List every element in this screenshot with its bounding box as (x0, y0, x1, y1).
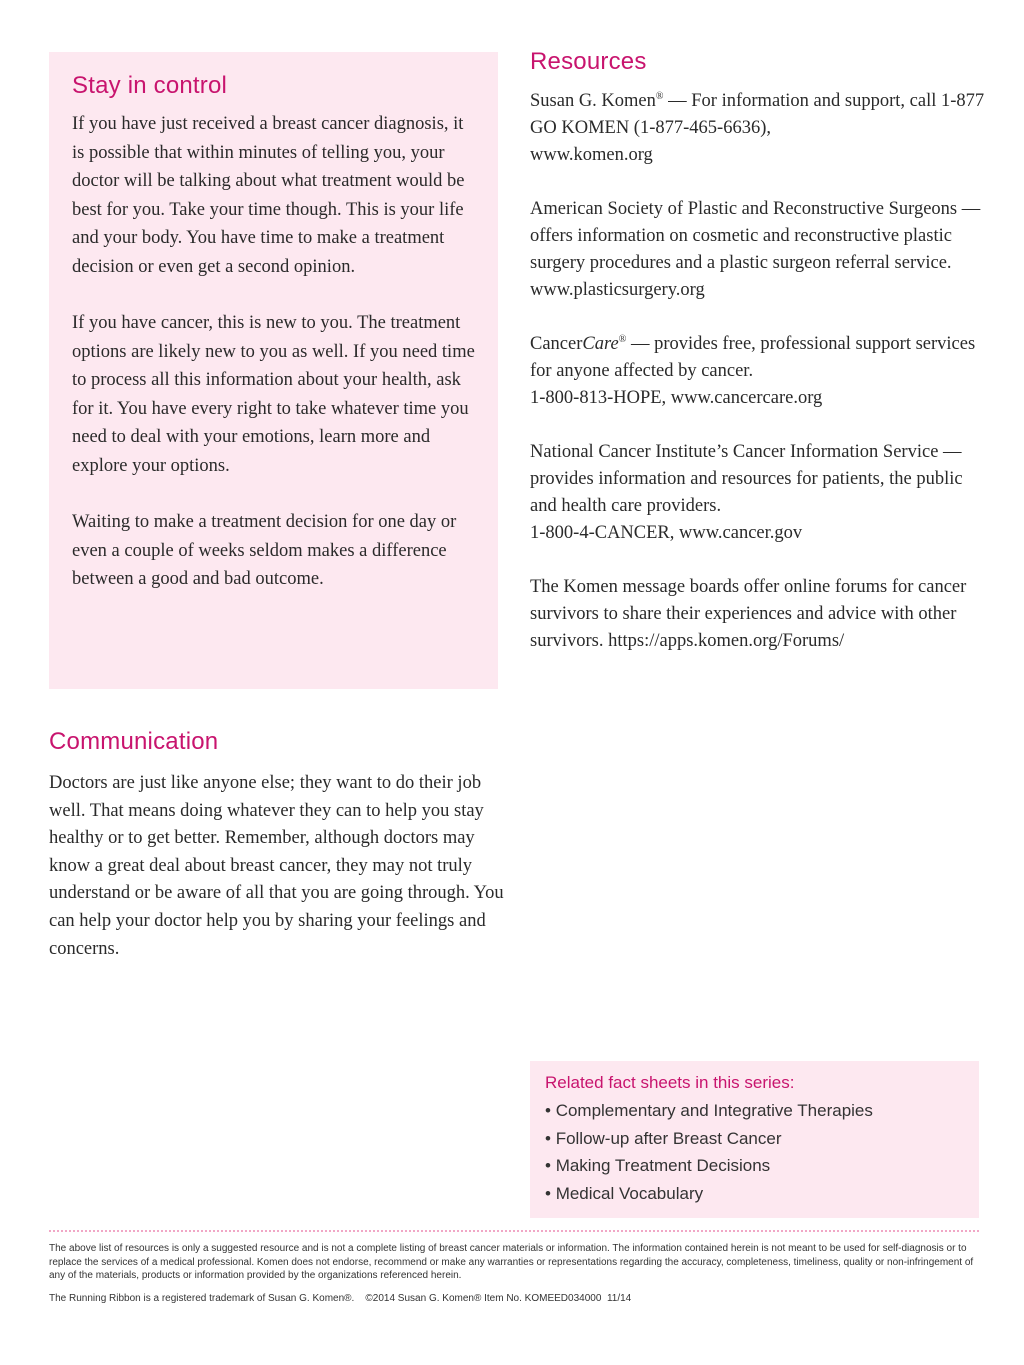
resource-nci-contact[interactable]: 1-800-4-CANCER, www.cancer.gov (530, 523, 803, 543)
related-fact-sheets-list (545, 1097, 964, 1207)
dotted-divider (49, 1230, 979, 1232)
communication-heading: Communication (49, 728, 219, 755)
resource-nci (530, 439, 990, 547)
resource-cancercare-name-italic: Care (582, 334, 619, 354)
resource-asprs (530, 196, 990, 304)
communication-paragraph: Doctors are just like anyone else; they want to do their job well. That means doing whatever they can to help you stay healthy or to get better. Remember, although doctors may know a great deal about breast cancer, they may not truly understand or be aware of all that you are going through. You can help your doctor help you by sharing your feelings and concerns. (49, 773, 504, 959)
footer-disclaimer: The above list of resources is only a suggested resource and is not a complete listing of breast cancer materials or information. The information contained herein is not meant to be used for self-diagnosis or to replace the services of a medical professional. Komen does not endorse, recommend or make any warranties or representations regarding the accuracy, completeness, timeliness, quality or non-infringement of any of the materials, products or information provided by the organizations referenced herein. (49, 1243, 974, 1281)
related-item: • Making Treatment Decisions (545, 1152, 964, 1180)
resource-cancercare (530, 331, 990, 412)
footer-trademark: The Running Ribbon is a registered trademark of Susan G. Komen®. ©2014 Susan G. Komen® Item No. KOMEED034000 11/14 (49, 1292, 632, 1304)
resource-komen-name: Susan G. Komen (530, 91, 656, 111)
stay-in-control-paragraph-2: If you have cancer, this is new to you. The treatment options are likely new to you as well. If you need time to process all this information about your health, ask for it. You have every right to take whatever time you need to deal with your emotions, learn more and explore your options. (72, 313, 475, 476)
footer (49, 1242, 979, 1305)
resource-komen-link[interactable]: www.komen.org (530, 145, 653, 165)
resources-section (530, 48, 990, 682)
stay-in-control-paragraph-1: If you have just received a breast cancer diagnosis, it is possible that within minutes of telling you, your doctor will be talking about what treatment would be best for you. Take your time though. This is your life and your body. You have time to make a treatment decision or even get a second opinion. (72, 114, 465, 277)
resource-cancercare-name: Cancer (530, 334, 583, 354)
resource-komen-text: — For information and support, call 1-877 GO KOMEN (1-877-465-6636), (530, 91, 985, 138)
resource-nci-text: National Cancer Institute’s Cancer Information Service — provides information and resources for patients, the public and health care providers. (530, 442, 963, 516)
registered-mark: ® (618, 333, 627, 345)
resource-asprs-link[interactable]: www.plasticsurgery.org (530, 280, 705, 300)
resource-komen (530, 88, 990, 169)
stay-in-control-paragraph-3: Waiting to make a treatment decision for one day or even a couple of weeks seldom makes a difference between a good and bad outcome. (72, 512, 457, 589)
related-fact-sheets-title: Related fact sheets in this series: (545, 1073, 795, 1092)
resource-asprs-text: American Society of Plastic and Reconstructive Surgeons — offers information on cosmetic and reconstructive plastic surgery procedures and a plastic surgeon referral service. (530, 199, 981, 273)
stay-in-control-heading: Stay in control (72, 72, 228, 99)
resource-cancercare-contact[interactable]: 1-800-813-HOPE, www.cancercare.org (530, 388, 823, 408)
related-item: • Complementary and Integrative Therapies (545, 1097, 964, 1125)
resources-heading: Resources (530, 48, 647, 75)
communication-section (49, 728, 504, 963)
related-item: • Follow-up after Breast Cancer (545, 1125, 964, 1153)
stay-in-control-box (49, 52, 498, 689)
resource-message-boards: The Komen message boards offer online forums for cancer survivors to share their experiences and advice with other survivors. https://apps.komen.org/Forums/ (530, 577, 967, 651)
registered-mark: ® (655, 90, 664, 102)
related-item: • Medical Vocabulary (545, 1180, 964, 1208)
resource-cancercare-text: — provides free, professional support services for anyone affected by cancer. (530, 334, 976, 381)
related-fact-sheets-box (530, 1061, 979, 1218)
